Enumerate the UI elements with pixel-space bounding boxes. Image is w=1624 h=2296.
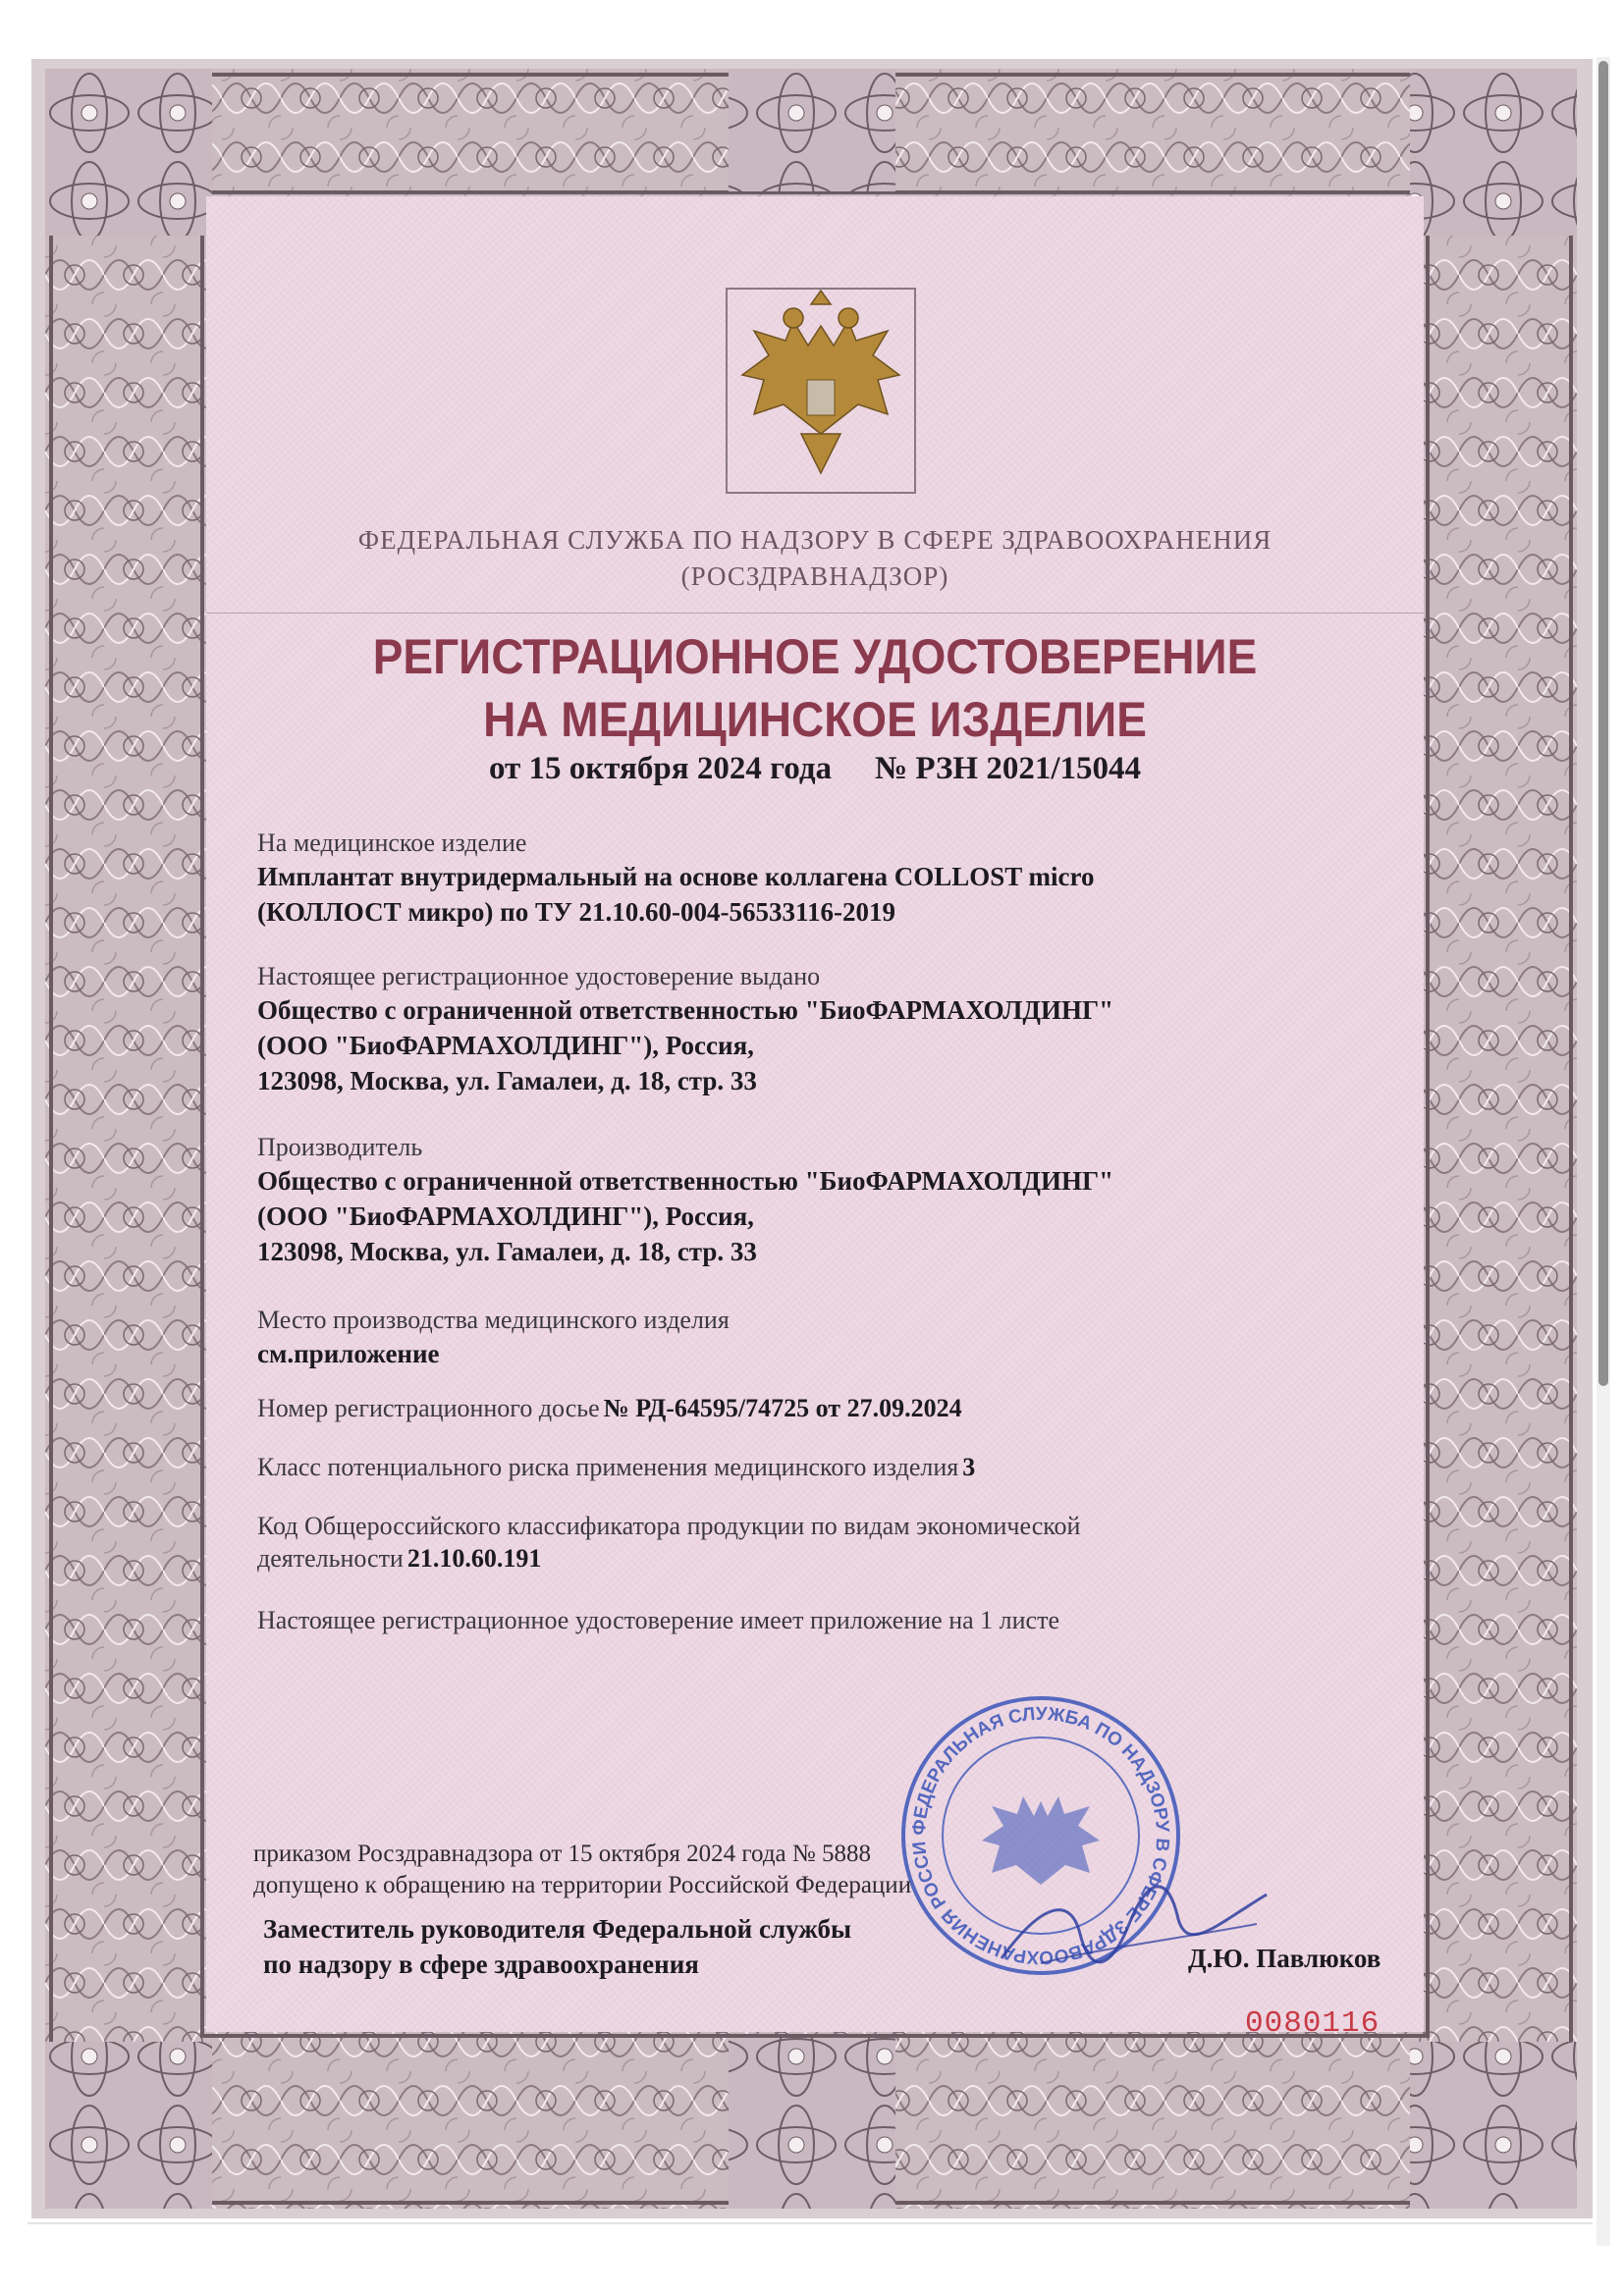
okpd-label-line-2: деятельности xyxy=(257,1544,404,1573)
risk-class-line xyxy=(257,1451,1396,1483)
serial-number: 0080116 xyxy=(1245,2006,1380,2041)
manufacturer-line-3: 123098, Москва, ул. Гамалеи, д. 18, стр. 33 xyxy=(257,1237,757,1266)
appendix-note: Настоящее регистрационное удостоверение имеет приложение на 1 листе xyxy=(257,1606,1059,1634)
agency-abbreviation: (РОСЗДРАВНАДЗОР) xyxy=(680,561,949,591)
dossier-label: Номер регистрационного досье xyxy=(257,1394,600,1422)
manufacturer-line-1: Общество с ограниченной ответственностью "БиоФАРМАХОЛДИНГ" xyxy=(257,1166,1114,1196)
coat-of-arms-emblem xyxy=(725,287,917,495)
manufacturer-label: Производитель xyxy=(257,1133,423,1161)
issued-line-3: 123098, Москва, ул. Гамалеи, д. 18, стр. 33 xyxy=(257,1066,757,1095)
production-place-section xyxy=(257,1304,1396,1371)
document-subtitle: НА МЕДИЦИНСКОЕ ИЗДЕЛИЕ xyxy=(483,692,1147,747)
registration-number: № РЗН 2021/15044 xyxy=(875,751,1141,786)
device-name-line-2: (КОЛЛОСТ микро) по ТУ 21.10.60-004-56533116-2019 xyxy=(257,897,896,927)
stamp-text: ФЕДЕРАЛЬНАЯ СЛУЖБА ПО НАДЗОРУ В СФЕРЕ ЗДРАВООХРАНЕНИЯ РОССИ xyxy=(908,1703,1173,1968)
appendix-line xyxy=(257,1604,1396,1636)
document-title: РЕГИСТРАЦИОННОЕ УДОСТОВЕРЕНИЕ xyxy=(372,629,1258,684)
divider xyxy=(206,613,1424,614)
okpd-section xyxy=(257,1510,1396,1575)
issue-date: от 15 октября 2024 года xyxy=(488,751,833,786)
order-line-1: приказом Росздравнадзора от 15 октября 2024 года № 5888 xyxy=(253,1841,871,1867)
device-name-line-1: Имплантат внутридермальный на основе коллагена COLLOST micro xyxy=(257,862,1095,891)
deputy-title-line-2: по надзору в сфере здравоохранения xyxy=(263,1949,699,1979)
dossier-value: № РД-64595/74725 от 27.09.2024 xyxy=(603,1394,962,1422)
place-label: Место производства медицинского изделия xyxy=(257,1306,730,1334)
signer-name: Д.Ю. Павлюков xyxy=(1188,1944,1381,1973)
issued-label: Настоящее регистрационное удостоверение выдано xyxy=(257,962,821,990)
risk-value: 3 xyxy=(962,1453,976,1481)
device-label: На медицинское изделие xyxy=(257,828,527,857)
deputy-title-line-1: Заместитель руководителя Федеральной службы xyxy=(263,1914,852,1944)
manufacturer-line-2: (ООО "БиоФАРМАХОЛДИНГ"), Россия, xyxy=(257,1201,754,1231)
dossier-line xyxy=(257,1392,1396,1424)
issued-line-2: (ООО "БиоФАРМАХОЛДИНГ"), Россия, xyxy=(257,1031,754,1060)
manufacturer-section xyxy=(257,1131,1396,1269)
scrollbar-thumb[interactable] xyxy=(1598,61,1608,1386)
issued-line-1: Общество с ограниченной ответственностью "БиоФАРМАХОЛДИНГ" xyxy=(257,995,1114,1025)
issued-to-section xyxy=(257,960,1396,1098)
place-value: см.приложение xyxy=(257,1339,440,1368)
device-section xyxy=(257,827,1396,930)
agency-name: ФЕДЕРАЛЬНАЯ СЛУЖБА ПО НАДЗОРУ В СФЕРЕ ЗДРАВООХРАНЕНИЯ xyxy=(357,525,1272,555)
top-bar xyxy=(0,0,1624,57)
order-line-2: допущено к обращению на территории Российской Федерации xyxy=(253,1872,912,1898)
okpd-code: 21.10.60.191 xyxy=(406,1544,542,1573)
bottom-divider xyxy=(27,2222,1593,2224)
date-number-line xyxy=(206,751,1424,787)
okpd-label-line-1: Код Общероссийского классификатора продукции по видам экономической xyxy=(257,1512,1081,1540)
risk-label: Класс потенциального риска применения медицинского изделия xyxy=(257,1453,959,1481)
